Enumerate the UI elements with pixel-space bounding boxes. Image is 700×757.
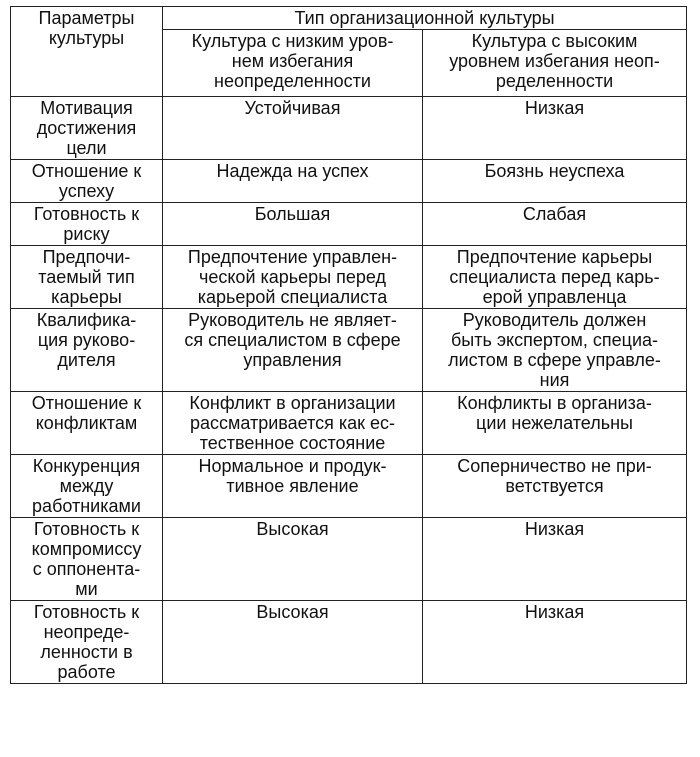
table-row [11, 160, 687, 203]
param-cell: Готовность к неопреде- ленности в работе [11, 601, 163, 684]
param-cell: Мотивация достижения цели [11, 97, 163, 160]
param-cell: Конкуренция между работниками [11, 455, 163, 518]
table-row [11, 392, 687, 455]
high-cell: Соперничество не при- ветствуется [423, 455, 687, 518]
low-cell: Высокая [163, 518, 423, 601]
high-cell: Низкая [423, 97, 687, 160]
low-cell: Нормальное и продук- тивное явление [163, 455, 423, 518]
culture-comparison-table [10, 6, 687, 684]
param-cell: Готовность к риску [11, 203, 163, 246]
header-param-cell: Параметры культуры [11, 7, 163, 97]
high-cell: Предпочтение карьеры специалиста перед карь- ерой управленца [423, 246, 687, 309]
header-group-cell: Тип организационной культуры [163, 7, 687, 30]
param-cell: Готовность к компромиссу с оппонента- ми [11, 518, 163, 601]
param-cell: Предпочи- таемый тип карьеры [11, 246, 163, 309]
low-cell: Устойчивая [163, 97, 423, 160]
param-cell: Отношение к успеху [11, 160, 163, 203]
table-row [11, 455, 687, 518]
culture-table-container [10, 6, 686, 684]
header-low-cell: Культура с низким уров- нем избегания неопределенности [163, 30, 423, 97]
low-cell: Предпочтение управлен- ческой карьеры перед карьерой специалиста [163, 246, 423, 309]
high-cell: Низкая [423, 518, 687, 601]
high-cell: Боязнь неуспеха [423, 160, 687, 203]
table-row [11, 518, 687, 601]
low-cell: Руководитель не являет- ся специалистом в сфере управления [163, 309, 423, 392]
low-cell: Конфликт в организации рассматривается как ес- тественное состояние [163, 392, 423, 455]
low-cell: Высокая [163, 601, 423, 684]
high-cell: Низкая [423, 601, 687, 684]
header-high-cell: Культура с высоким уровнем избегания неоп- ределенности [423, 30, 687, 97]
table-row [11, 601, 687, 684]
param-cell: Отношение к конфликтам [11, 392, 163, 455]
high-cell: Слабая [423, 203, 687, 246]
high-cell: Конфликты в организа- ции нежелательны [423, 392, 687, 455]
low-cell: Большая [163, 203, 423, 246]
table-row [11, 246, 687, 309]
header-row-group [11, 7, 687, 30]
table-row [11, 203, 687, 246]
table-row [11, 97, 687, 160]
param-cell: Квалифика- ция руково- дителя [11, 309, 163, 392]
high-cell: Руководитель должен быть экспертом, специа- листом в сфере управле- ния [423, 309, 687, 392]
low-cell: Надежда на успех [163, 160, 423, 203]
table-row [11, 309, 687, 392]
